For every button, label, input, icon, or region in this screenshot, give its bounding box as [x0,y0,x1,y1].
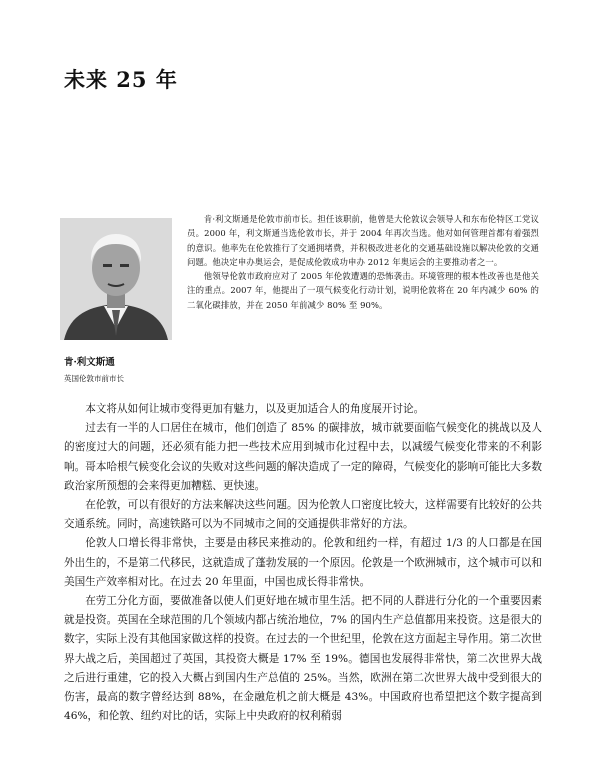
body-paragraph: 过去有一半的人口居住在城市，他们创造了 85% 的碳排放，城市就要面临气候变化的挑战以及人的密度过大的问题，还必须有能力把一些技术应用到城市化过程中去，以减缓气候变化带来的不利影响。哥本哈根气候变化会议的失败对这些问题的解决造成了一定的障碍，气候变化的影响可能比大多数政治家所预想的会来得更加糟糕、更快速。 [64,422,542,492]
bio-paragraph: 肯·利文斯通是伦敦市前市长。担任该职前，他曾是大伦敦议会领导人和东布伦特区工党议员。2000 年，利文斯通当选伦敦市长，并于 2004 年再次当选。他对如何管理首都有着强烈的意识。他率先在伦敦推行了交通拥堵费，并积极改进老化的交通基础设施以解决伦敦的交通问题。他决定申办奥运会，是促成伦敦成功申办 2012 年奥运会的主要推动者之一。 [187,214,539,267]
bio-paragraph: 他领导伦敦市政府应对了 2005 年伦敦遭遇的恐怖袭击。环境管理的根本性改善也是他关注的重点。2007 年，他提出了一项气候变化行动计划，说明伦敦将在 20 年内减少 60% 的二氧化碳排放，并在 2050 年前减少 80% 至 90%。 [187,271,539,310]
author-photo [60,218,172,340]
author-bio [187,212,539,312]
body-paragraph: 在劳工分化方面，要做准备以使人们更好地在城市里生活。把不同的人群进行分化的一个重要因素就是投资。英国在全球范围的几个领域内都占统治地位，7% 的国内生产总值都用来投资。这是很大的数字，实际上没有其他国家做这样的投资。在过去的一个世纪里，伦敦在这方面起主导作用。第二次世界大战之后，美国超过了英国，其投资大概是 17% 至 19%。德国也发展得非常快，第二次世界大战之后进行重建，它的投入大概占到国内生产总值的 25%。当然，欧洲在第二次世界大战中受到很大的伤害，最高的数字曾经达到 88%，在金融危机之前大概是 43%。中国政府也希望把这个数字提高到 46%，和伦敦、纽约对比的话，实际上中央政府的权利稍弱 [64,595,542,723]
portrait-photo-icon [60,218,172,340]
body-paragraph: 在伦敦，可以有很好的方法来解决这些问题。因为伦敦人口密度比较大，这样需要有比较好的公共交通系统。同时，高速铁路可以为不同城市之间的交通提供非常好的方法。 [64,499,542,531]
article-title: 未来 25 年 [64,67,178,92]
body-paragraph: 本文将从如何让城市变得更加有魅力，以及更加适合人的角度展开讨论。 [85,403,425,415]
author-name: 肯·利文斯通 [64,357,115,368]
author-role: 英国伦敦市前市长 [64,374,124,383]
article-body [64,400,542,726]
body-paragraph: 伦敦人口增长得非常快，主要是由移民来推动的。伦敦和纽约一样，有超过 1/3 的人口都是在国外出生的，不是第二代移民，这就造成了蓬勃发展的一个原因。伦敦是一个欧洲城市，这个城市可以和美国生产效率相对比。在过去 20 年里面，中国也成长得非常快。 [64,537,542,588]
